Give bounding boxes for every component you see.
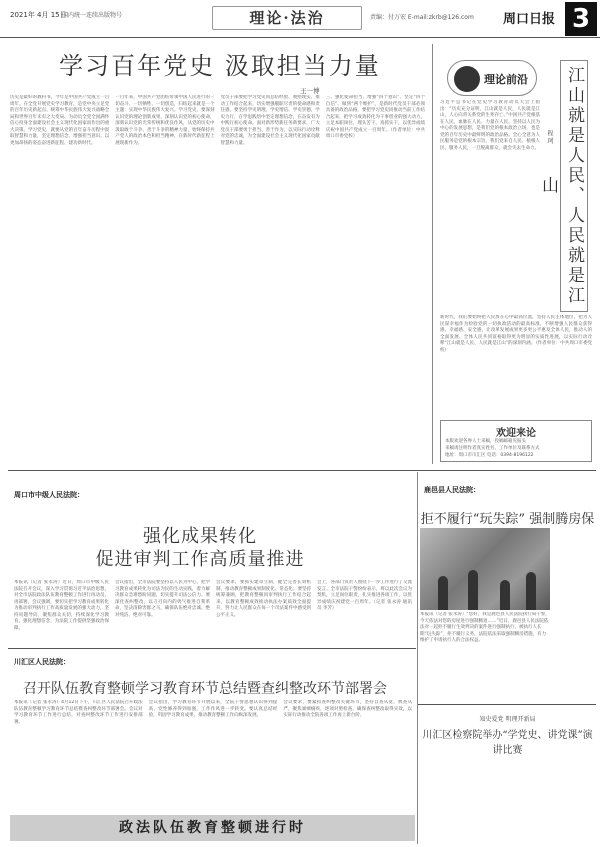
article-column: 本报讯（记者 张永涛）4月12日下午，川汇区人民法院召开政法队伍教育整顿学习教育环节总结暨查纠整改环节部署会。会议对学习教育环节工作进行总结，对查纠整改环节工作进行安排部署。	[14, 700, 143, 725]
article-column: 新时代，我们要始终把人民放在心中最高位置，坚持人民主体地位，把为人民谋幸福作为检验党的一切执政活动的最高标准，不断增强人民群众获得感、幸福感、安全感，让改革发展成果更多更公平惠及全体人民，推动人的全面发展、全体人民共同富裕取得更为明显的实质性进展，以实际行动诠释“江山就是人民、人民就是江山”的深刻内涵。（作者单位：中共周口市委党校）	[440, 315, 592, 353]
notice-title: 欢迎来论	[496, 428, 536, 439]
article-column: 历史是最好的教科书。今年是中国共产党成立一百周年。在全党开展党史学习教育，是党中央立足党的百年历史新起点、统筹中华民族伟大复兴战略全局和世界百年未有之大变局、为动员全党全国满怀信心投身全面建设社会主义现代化国家而作出的重大决策。学习党史，就要从党的百年奋斗历程中汲取智慧和力量，坚定理想信念，增强担当意识，以更加昂扬的姿态奋进新征程、建功新时代。	[10, 95, 110, 146]
bottom-banner: 政法队伍教育整顿进行时	[10, 815, 415, 841]
article-column: 本报讯（记者 张永涛）近日，周口市中级人民法院召开会议，深入学习贯彻习近平法治思想，对全市法院政法队伍教育整顿工作进行再动员、再部署。会议强调，要切实把学习教育成果转化为推动审判执行工作高质量发展的强大动力，坚持问题导向，聚焦群众关切，持续深化学习教育，强化理想信念，为法院工作提供坚强政治保障。	[14, 580, 109, 631]
article-column: 会议要求，要紧扣查纠整改关键环节，坚持自查从宽、被查从严，聚焦顽瘴痼疾，逐项对照检查，确保查纠整改取得实效，以实际行动推动全院各项工作再上新台阶。	[283, 700, 413, 718]
notice-line: 来稿请注明作者真实姓名、工作单位及联系方式	[445, 446, 540, 451]
article-body	[10, 95, 425, 463]
section-title: 理论·法治	[212, 6, 362, 30]
editor-info: 责编：付万宏 E-mail:zkrb@126.com	[370, 14, 474, 21]
article-column: 会议指出，全市法院要坚持以人民为中心，把学习教育成果转化为司法为民的生动实践，着力解决群众急难愁盼问题，切实提升司法公信力。要深化查纠整改，以刀刃向内的勇气推进自我革命，坚决清除害群之马，确保队伍绝对忠诚、绝对纯洁、绝对可靠。	[115, 580, 210, 618]
court-label: 川汇区人民法院：	[14, 658, 70, 666]
article-column: 三、强化使命担当，增强“四个意识”、坚定“四个自信”、做到“两个维护”，是新时代党员干部必须具备的政治品格。要把学习党史同推动当前工作结合起来，把学习成效转化为干事创业的强大动力，立足本职岗位，埋头苦干、真抓实干，以优异成绩庆祝中国共产党成立一百周年。（作者单位：中共周口市委党校）	[325, 95, 425, 139]
commentary-body-top	[440, 100, 540, 312]
column-divider	[432, 44, 433, 464]
issue-date: 2021年 4月 15日	[10, 11, 67, 19]
article-column: 会议指出，学习教育环节开展以来，全院干警思想认识得到提高，党性修养得到加强，工作作风进一步转变。要认真总结经验，巩固学习教育成果，推动教育整顿工作向纵深发展。	[148, 700, 278, 718]
theory-badge	[447, 60, 537, 96]
news-photo	[420, 528, 550, 610]
article-column: 会议要求，要抓实建章立制，健全完善长效机制，推动教育整顿成果制度化、常态化；要坚持统筹兼顾，把教育整顿同审判执行工作结合起来，以教育整顿成效推动执法办案质效全面提升，努力让人民群众在每一个司法案件中感受到公平正义。	[216, 580, 311, 618]
article-headline: 拒不履行“玩失踪” 强制腾房保	[420, 512, 595, 527]
contribution-notice	[440, 420, 592, 462]
commentary-body-bottom	[440, 315, 592, 415]
article-body	[14, 700, 412, 810]
article-headline: 川汇区检察院举办“学党史、讲党课”演讲比赛	[422, 730, 593, 756]
badge-label: 理论前沿	[484, 73, 528, 86]
photo-figure	[438, 576, 448, 610]
article-body: 本报讯（记者 张永涛）“您好，我是鹿邑县人民法院执行局干警，今天依法对您的房屋进行强制腾退……”近日，鹿邑县人民法院依法对一起拒不履行生效判决的案件进行强制执行，被执行人长期“玩失踪”，拒不履行义务，法院依法采取强制腾房措施，有力维护了申请执行人的合法权益。	[420, 612, 550, 643]
notice-line: 本版欢迎各界人士来稿，投稿邮箱见报头	[445, 439, 526, 444]
article-headline: 强化成果转化 促进审判工作高质量推进	[95, 526, 305, 570]
section-divider	[418, 704, 596, 705]
section-divider	[8, 648, 416, 649]
article-headline: 学习百年党史 汲取担当力量	[59, 52, 381, 80]
page-number: 3	[565, 2, 597, 36]
article-byline: 王一博	[300, 87, 320, 95]
column-divider	[417, 472, 418, 844]
notice-line: 地址：周口市川汇区 电话：0394-8196122	[445, 453, 534, 458]
commentary-title: 江山就是人民、人民就是江山	[560, 60, 588, 312]
article-kicker: 知史爱党 明理开新局	[479, 716, 536, 723]
masthead	[0, 0, 600, 38]
court-label: 鹿邑县人民法院：	[424, 486, 480, 494]
article-column: 一百年来，中国共产党团结带领中国人民进行的一切奋斗、一切牺牲、一切创造，归结起来就是一个主题：实现中华民族伟大复兴。学习党史，要深刻认识党的理论创新成果，深刻认识党的初心使命，深刻认识党的光荣传统和优良作风，从党的历史中汲取敢于斗争、善于斗争的精神力量，始终保持共产党人的政治本色和担当精神，在新时代新征程上展现新作为。	[115, 95, 215, 146]
newspaper-logo: 周口日报	[503, 12, 556, 27]
article-column: 习近平总书记在党史学习教育动员大会上指出：“历史充分证明，江山就是人民，人民就是江山，人心向背关系党的生死存亡。”中国共产党根基在人民、血脉在人民、力量在人民。坚持以人民为中心的发展思想，是我们党的根本政治立场，也是党的百年历史中最鲜明的政治品格。全心全意为人民服务是党的根本宗旨，我们党来自人民、植根人民、服务人民，一旦脱离群众，就会失去生命力。	[440, 100, 540, 151]
commentary-byline: 程 珂	[546, 130, 553, 144]
badge-emblem-icon	[454, 66, 480, 92]
photo-figure	[468, 570, 478, 610]
article-headline: 召开队伍教育整顿学习教育环节总结暨查纠整改环节部署会	[23, 681, 387, 697]
court-label: 周口市中级人民法院：	[14, 491, 84, 499]
publication-code: 国内统一连续出版物号	[62, 12, 123, 19]
article-column: 党员干部要把学习党史同总结经验、观照现实、推动工作结合起来，切实增强履职尽责的使命感和责任感。要坚持学史明理、学史增信、学史崇德、学史力行，在学思践悟中坚定理想信念，在奋发有为中践行初心使命。面对新形势新任务新要求，广大党员干部要勇于担当、善于作为，以实际行动诠释对党的忠诚，为全面建设社会主义现代化国家贡献智慧和力量。	[220, 95, 320, 146]
photo-figure	[526, 572, 536, 610]
photo-figure	[500, 580, 510, 610]
article-column: 会上，各部门负责人围绕下一步工作进行了交流发言。全市法院干警纷纷表示，将以此次会议为契机，立足岗位职责，扎实推进各项工作，以优异成绩庆祝建党一百周年。（记者 张永涛 通讯员 李芳）	[317, 580, 412, 611]
section-divider	[8, 470, 596, 471]
